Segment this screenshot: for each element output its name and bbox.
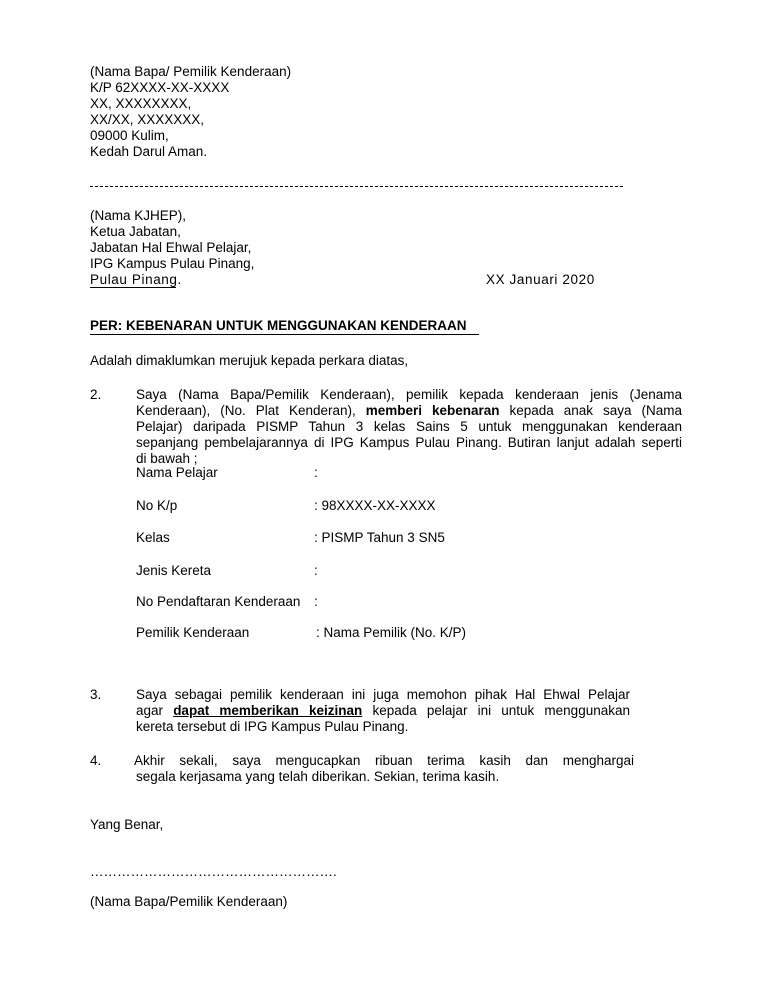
para2-number: 2. xyxy=(90,387,102,402)
para3-emphasis: dapat memberikan keizinan xyxy=(173,703,363,718)
opening-line: Adalah dimaklumkan merujuk kepada perkara diatas, xyxy=(90,353,409,368)
para2-line: di bawah ; xyxy=(136,451,198,466)
signature-line: ………………………………………………. xyxy=(90,864,337,879)
para3-line: Saya sebagai pemilik kenderaan ini juga memohon pihak Hal Ehwal Pelajar xyxy=(136,687,630,702)
para3-number: 3. xyxy=(90,687,102,702)
sender-line: XX/XX, XXXXXXX, xyxy=(90,112,205,127)
subject-line: PER: KEBENARAN UNTUK MENGGUNAKAN KENDERAAN xyxy=(90,318,467,333)
detail-label: Kelas xyxy=(136,530,170,545)
detail-label: Jenis Kereta xyxy=(136,563,212,578)
sender-line: (Nama Bapa/ Pemilik Kenderaan) xyxy=(90,64,292,79)
para4-line: Akhir sekali, saya mengucapkan ribuan terima kasih dan menghargai xyxy=(134,753,634,768)
recipient-line: Pulau Pinang. xyxy=(90,272,182,287)
sender-line: K/P 62XXXX-XX-XXXX xyxy=(90,80,230,95)
recipient-line: IPG Kampus Pulau Pinang, xyxy=(90,256,255,271)
para3-line: kereta tersebut di IPG Kampus Pulau Pinang. xyxy=(136,719,409,734)
para3-text: agar xyxy=(136,703,164,718)
sender-line: 09000 Kulim, xyxy=(90,128,169,143)
recipient-line: Ketua Jabatan, xyxy=(90,224,181,239)
detail-label: Pemilik Kenderaan xyxy=(136,625,250,640)
para4-number: 4. xyxy=(90,753,102,768)
para2-line: Saya (Nama Bapa/Pemilik Kenderaan), pemilik kepada kenderaan jenis (Jenama xyxy=(136,387,682,402)
detail-value: : xyxy=(314,563,318,578)
recipient-line: Jabatan Hal Ehwal Pelajar, xyxy=(90,240,252,255)
para2-line: Pelajar) daripada PISMP Tahun 3 kelas Sains 5 untuk menggunakan kenderaan xyxy=(136,419,682,434)
para3-text: kepada pelajar ini untuk menggunakan xyxy=(372,703,630,718)
separator-line xyxy=(90,186,623,187)
detail-value: : PISMP Tahun 3 SN5 xyxy=(314,530,445,545)
para2-text: Kenderaan), (No. Plat Kenderan), xyxy=(136,403,356,418)
sender-line: Kedah Darul Aman. xyxy=(90,144,208,159)
para2-line xyxy=(136,403,682,419)
para4-line: segala kerjasama yang telah diberikan. Sekian, terima kasih. xyxy=(136,769,500,784)
detail-value: : xyxy=(314,594,318,609)
sender-line: XX, XXXXXXXX, xyxy=(90,96,192,111)
detail-label: No Pendaftaran Kenderaan xyxy=(136,594,301,609)
detail-value: : 98XXXX-XX-XXXX xyxy=(314,498,436,513)
para2-emphasis: memberi kebenaran xyxy=(365,403,500,418)
para3-line xyxy=(136,703,630,719)
recipient-line: (Nama KJHEP), xyxy=(90,208,187,223)
detail-value: : xyxy=(314,465,318,480)
detail-label: Nama Pelajar xyxy=(136,465,218,480)
para2-text: kepada anak saya (Nama xyxy=(509,403,682,418)
subject-underline xyxy=(90,334,479,335)
detail-label: No K/p xyxy=(136,498,178,513)
recipient-underline xyxy=(90,287,176,288)
closing: Yang Benar, xyxy=(90,817,164,832)
detail-value: : Nama Pemilik (No. K/P) xyxy=(316,625,467,640)
letter-date: XX Januari 2020 xyxy=(486,272,595,287)
signatory-name: (Nama Bapa/Pemilik Kenderaan) xyxy=(90,894,288,909)
para2-line: sepanjang pembelajarannya di IPG Kampus Pulau Pinang. Butiran lanjut adalah seperti xyxy=(136,435,682,450)
